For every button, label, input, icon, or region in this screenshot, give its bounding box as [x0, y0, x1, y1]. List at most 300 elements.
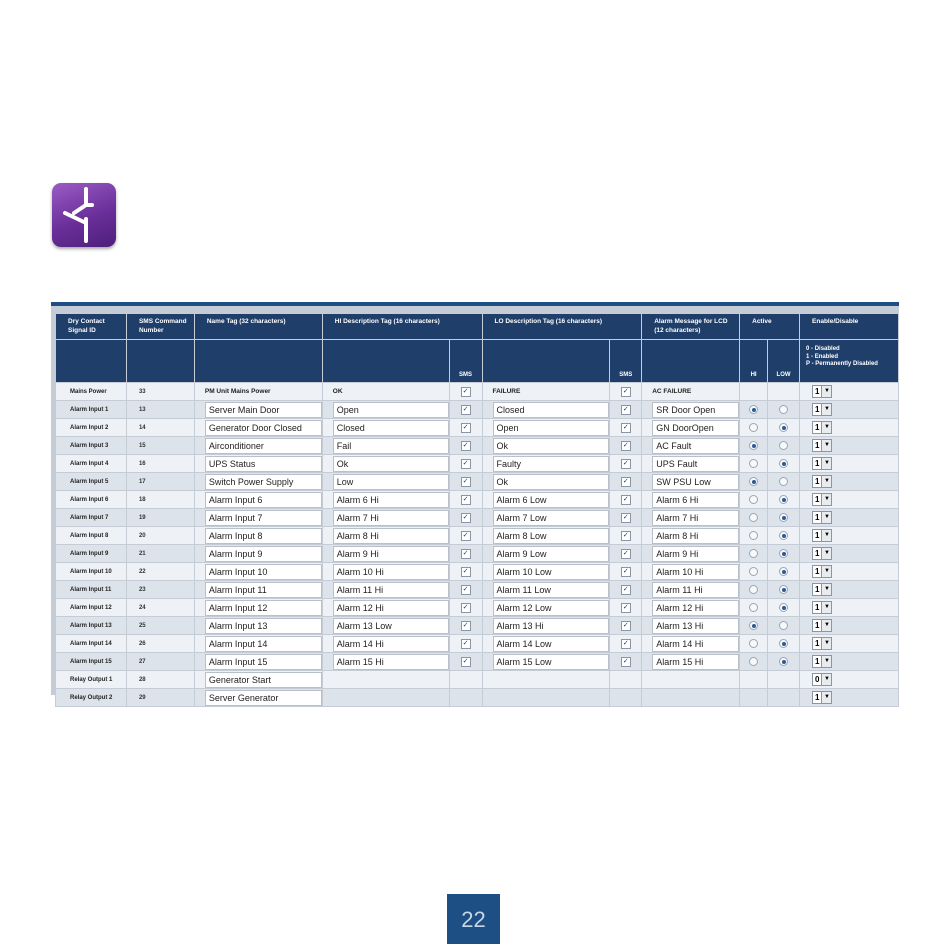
- name-tag-cell: [194, 455, 322, 473]
- name-tag-input[interactable]: Alarm Input 12: [205, 600, 322, 616]
- name-tag-input[interactable]: Alarm Input 10: [205, 564, 322, 580]
- sms-command-cell: 23: [126, 581, 194, 599]
- lo-desc-input[interactable]: Open: [493, 420, 610, 436]
- signal-id-cell: Relay Output 1: [56, 671, 127, 689]
- active-low-radio[interactable]: [779, 567, 788, 576]
- header-spacer: [642, 340, 740, 383]
- sms-hi-checkbox[interactable]: ✓: [461, 513, 471, 523]
- signal-id-cell: Alarm Input 15: [56, 653, 127, 671]
- lo-desc-input[interactable]: Closed: [493, 402, 610, 418]
- alarm-msg-cell: [642, 545, 740, 563]
- alarm-msg-input[interactable]: UPS Fault: [652, 456, 739, 472]
- name-tag-input[interactable]: Generator Door Closed: [205, 420, 322, 436]
- lo-desc-input[interactable]: Alarm 9 Low: [493, 546, 610, 562]
- signal-id-cell: Alarm Input 5: [56, 473, 127, 491]
- hi-desc-input[interactable]: Alarm 15 Hi: [333, 654, 449, 670]
- hi-desc-input[interactable]: Alarm 7 Hi: [333, 510, 449, 526]
- sms-hi-checkbox[interactable]: ✓: [461, 603, 471, 613]
- chevron-down-icon: ▼: [821, 620, 831, 631]
- hi-desc-cell: [322, 599, 449, 617]
- header-sms-command: SMS Command Number: [126, 314, 194, 340]
- hi-desc-input[interactable]: Alarm 8 Hi: [333, 528, 449, 544]
- table-row: [56, 527, 899, 545]
- signal-id-cell: Alarm Input 8: [56, 527, 127, 545]
- sms-hi-cell: [449, 419, 482, 437]
- active-hi-radio[interactable]: [749, 621, 758, 630]
- active-low-radio[interactable]: [779, 621, 788, 630]
- hi-desc-cell: [322, 419, 449, 437]
- name-tag-cell: [194, 563, 322, 581]
- active-low-radio[interactable]: [779, 477, 788, 486]
- active-hi-cell: [740, 581, 768, 599]
- active-hi-radio[interactable]: [749, 549, 758, 558]
- enable-select[interactable]: 1 ▼: [812, 385, 832, 398]
- sms-hi-checkbox[interactable]: ✓: [461, 477, 471, 487]
- lo-desc-cell: [482, 419, 610, 437]
- sms-lo-cell: [610, 599, 642, 617]
- enable-select[interactable]: 1 ▼: [812, 493, 832, 506]
- enable-cell: [800, 671, 899, 689]
- alarm-msg-cell: [642, 455, 740, 473]
- sms-lo-cell: [610, 491, 642, 509]
- chevron-down-icon: ▼: [821, 548, 831, 559]
- hi-desc-input[interactable]: Alarm 13 Low: [333, 618, 449, 634]
- alarm-msg-input[interactable]: Alarm 9 Hi: [652, 546, 739, 562]
- sms-hi-cell: [449, 383, 482, 401]
- name-tag-static: PM Unit Mains Power: [194, 383, 322, 401]
- sms-lo-checkbox[interactable]: ✓: [621, 495, 631, 505]
- lo-desc-cell: [482, 653, 610, 671]
- active-low-cell: [768, 491, 800, 509]
- alarm-msg-input[interactable]: GN DoorOpen: [652, 420, 739, 436]
- sms-command-cell: 16: [126, 455, 194, 473]
- alarm-msg-cell: [642, 617, 740, 635]
- hi-desc-input[interactable]: Alarm 9 Hi: [333, 546, 449, 562]
- signal-id-cell: Alarm Input 7: [56, 509, 127, 527]
- sms-command-cell: 26: [126, 635, 194, 653]
- chevron-down-icon: ▼: [821, 692, 831, 703]
- header-lo-description: LO Description Tag (16 characters): [482, 314, 642, 340]
- name-tag-cell: [194, 527, 322, 545]
- name-tag-input[interactable]: Server Main Door: [205, 402, 322, 418]
- table-row: [56, 689, 899, 707]
- enable-cell: [800, 653, 899, 671]
- sms-hi-checkbox[interactable]: ✓: [461, 585, 471, 595]
- sms-lo-cell: [610, 581, 642, 599]
- enable-cell: [800, 455, 899, 473]
- lo-desc-cell: [482, 491, 610, 509]
- empty-cell: [449, 689, 482, 707]
- name-tag-input[interactable]: Generator Start: [205, 672, 322, 688]
- sms-lo-cell: [610, 383, 642, 401]
- header-enable-disable: Enable/Disable: [800, 314, 899, 340]
- sms-lo-checkbox[interactable]: ✓: [621, 441, 631, 451]
- name-tag-input[interactable]: Alarm Input 11: [205, 582, 322, 598]
- enable-select[interactable]: 1 ▼: [812, 637, 832, 650]
- sms-lo-cell: [610, 437, 642, 455]
- name-tag-cell: [194, 689, 322, 707]
- sms-lo-cell: [610, 545, 642, 563]
- sms-hi-checkbox[interactable]: ✓: [461, 657, 471, 667]
- active-hi-radio[interactable]: [749, 513, 758, 522]
- sms-command-cell: 33: [126, 383, 194, 401]
- hi-desc-cell: [322, 581, 449, 599]
- signal-id-cell: Alarm Input 4: [56, 455, 127, 473]
- hi-desc-cell: [322, 437, 449, 455]
- hi-desc-input[interactable]: Alarm 12 Hi: [333, 600, 449, 616]
- lo-desc-cell: [482, 437, 610, 455]
- active-hi-radio[interactable]: [749, 423, 758, 432]
- signal-id-cell: Relay Output 2: [56, 689, 127, 707]
- hi-desc-input[interactable]: Alarm 6 Hi: [333, 492, 449, 508]
- active-low-cell: [768, 563, 800, 581]
- sms-hi-checkbox[interactable]: ✓: [461, 549, 471, 559]
- name-tag-input[interactable]: Alarm Input 14: [205, 636, 322, 652]
- active-hi-radio[interactable]: [749, 585, 758, 594]
- table-row: [56, 401, 899, 419]
- table-row: [56, 473, 899, 491]
- chevron-down-icon: ▼: [821, 584, 831, 595]
- sms-lo-cell: [610, 653, 642, 671]
- chevron-down-icon: ▼: [821, 386, 831, 397]
- name-tag-input[interactable]: Alarm Input 15: [205, 654, 322, 670]
- lo-desc-input[interactable]: Alarm 7 Low: [493, 510, 610, 526]
- sms-command-cell: 17: [126, 473, 194, 491]
- name-tag-input[interactable]: Alarm Input 8: [205, 528, 322, 544]
- name-tag-input[interactable]: Alarm Input 9: [205, 546, 322, 562]
- enable-select[interactable]: 0 ▼: [812, 673, 832, 686]
- active-hi-cell: [740, 635, 768, 653]
- sms-lo-checkbox[interactable]: ✓: [621, 387, 631, 397]
- active-low-radio[interactable]: [779, 405, 788, 414]
- name-tag-cell: [194, 491, 322, 509]
- enable-select[interactable]: 1 ▼: [812, 601, 832, 614]
- active-low-cell: [768, 473, 800, 491]
- header-spacer: [56, 340, 127, 383]
- name-tag-cell: [194, 617, 322, 635]
- alarm-msg-input[interactable]: Alarm 11 Hi: [652, 582, 739, 598]
- active-hi-radio[interactable]: [749, 567, 758, 576]
- enable-select[interactable]: 1 ▼: [812, 583, 832, 596]
- sms-hi-cell: [449, 527, 482, 545]
- sms-hi-cell: [449, 473, 482, 491]
- name-tag-input[interactable]: UPS Status: [205, 456, 322, 472]
- name-tag-cell: [194, 473, 322, 491]
- enable-cell: [800, 581, 899, 599]
- sms-hi-checkbox[interactable]: ✓: [461, 567, 471, 577]
- active-hi-radio[interactable]: [749, 657, 758, 666]
- lo-desc-input[interactable]: Faulty: [493, 456, 610, 472]
- table-row: [56, 653, 899, 671]
- alarm-msg-cell: [642, 509, 740, 527]
- active-low-radio[interactable]: [779, 495, 788, 504]
- lo-desc-cell: [482, 509, 610, 527]
- lo-desc-cell: [482, 527, 610, 545]
- chevron-down-icon: ▼: [821, 566, 831, 577]
- alarm-msg-input[interactable]: Alarm 12 Hi: [652, 600, 739, 616]
- chevron-down-icon: ▼: [821, 422, 831, 433]
- header-spacer: [482, 340, 610, 383]
- sms-hi-cell: [449, 653, 482, 671]
- enable-select[interactable]: 1 ▼: [812, 457, 832, 470]
- hi-desc-cell: [322, 563, 449, 581]
- enable-select[interactable]: 1 ▼: [812, 547, 832, 560]
- name-tag-input[interactable]: Alarm Input 13: [205, 618, 322, 634]
- alarm-msg-input[interactable]: Alarm 15 Hi: [652, 654, 739, 670]
- enable-cell: [800, 527, 899, 545]
- sms-hi-cell: [449, 599, 482, 617]
- header-sms-lo: SMS: [610, 340, 642, 383]
- hi-desc-input[interactable]: Alarm 10 Hi: [333, 564, 449, 580]
- dry-contact-config-panel: [51, 302, 899, 703]
- empty-cell: [642, 689, 740, 707]
- enable-select[interactable]: 1 ▼: [812, 619, 832, 632]
- alarm-msg-input[interactable]: AC Fault: [652, 438, 739, 454]
- hi-desc-input[interactable]: Fail: [333, 438, 449, 454]
- sms-lo-cell: [610, 419, 642, 437]
- enable-cell: [800, 509, 899, 527]
- active-hi-cell: [740, 563, 768, 581]
- sms-hi-cell: [449, 617, 482, 635]
- lo-desc-input[interactable]: Alarm 6 Low: [493, 492, 610, 508]
- name-tag-input[interactable]: Switch Power Supply: [205, 474, 322, 490]
- hi-desc-input[interactable]: Alarm 11 Hi: [333, 582, 449, 598]
- lo-desc-input[interactable]: Ok: [493, 438, 610, 454]
- hi-desc-input[interactable]: Alarm 14 Hi: [333, 636, 449, 652]
- enable-cell: [800, 491, 899, 509]
- active-hi-radio[interactable]: [749, 477, 758, 486]
- table-row: [56, 509, 899, 527]
- lo-desc-cell: [482, 473, 610, 491]
- alarm-msg-input[interactable]: Alarm 6 Hi: [652, 492, 739, 508]
- sms-lo-checkbox[interactable]: ✓: [621, 549, 631, 559]
- sms-command-cell: 19: [126, 509, 194, 527]
- chevron-down-icon: ▼: [821, 458, 831, 469]
- sms-hi-checkbox[interactable]: ✓: [461, 639, 471, 649]
- alarm-msg-input[interactable]: Alarm 14 Hi: [652, 636, 739, 652]
- active-hi-radio[interactable]: [749, 603, 758, 612]
- lo-desc-cell: [482, 455, 610, 473]
- active-hi-cell: [740, 419, 768, 437]
- dry-contact-switch-icon: [52, 183, 116, 247]
- table-row: [56, 455, 899, 473]
- sms-lo-checkbox[interactable]: ✓: [621, 423, 631, 433]
- active-low-cell: [768, 599, 800, 617]
- active-hi-radio[interactable]: [749, 531, 758, 540]
- active-hi-cell: [740, 545, 768, 563]
- sms-hi-cell: [449, 581, 482, 599]
- hi-desc-cell: [322, 401, 449, 419]
- empty-cell: [610, 689, 642, 707]
- lo-desc-cell: [482, 599, 610, 617]
- alarm-msg-input[interactable]: SR Door Open: [652, 402, 739, 418]
- signal-id-cell: Alarm Input 14: [56, 635, 127, 653]
- enable-select[interactable]: 1 ▼: [812, 529, 832, 542]
- name-tag-cell: [194, 509, 322, 527]
- header-spacer: [126, 340, 194, 383]
- active-hi-radio[interactable]: [749, 441, 758, 450]
- sms-lo-cell: [610, 455, 642, 473]
- sms-hi-checkbox[interactable]: ✓: [461, 387, 471, 397]
- table-row: [56, 545, 899, 563]
- sms-lo-cell: [610, 527, 642, 545]
- active-low-radio[interactable]: [779, 639, 788, 648]
- alarm-msg-input[interactable]: Alarm 13 Hi: [652, 618, 739, 634]
- sms-lo-checkbox[interactable]: ✓: [621, 639, 631, 649]
- active-low-radio[interactable]: [779, 423, 788, 432]
- name-tag-input[interactable]: Server Generator: [205, 690, 322, 706]
- lo-desc-input[interactable]: Alarm 10 Low: [493, 564, 610, 580]
- active-low-radio[interactable]: [779, 657, 788, 666]
- alarm-msg-cell: [642, 599, 740, 617]
- enable-cell: [800, 401, 899, 419]
- header-hi-description: HI Description Tag (16 characters): [322, 314, 482, 340]
- table-row: [56, 671, 899, 689]
- empty-cell: [482, 671, 610, 689]
- enable-select[interactable]: 1 ▼: [812, 421, 832, 434]
- sms-lo-checkbox[interactable]: ✓: [621, 657, 631, 667]
- chevron-down-icon: ▼: [821, 512, 831, 523]
- header-signal-id: Dry Contact Signal ID: [56, 314, 127, 340]
- name-tag-cell: [194, 599, 322, 617]
- active-hi-cell: [740, 509, 768, 527]
- active-low-cell: [768, 635, 800, 653]
- name-tag-cell: [194, 653, 322, 671]
- signal-id-cell: Alarm Input 10: [56, 563, 127, 581]
- lo-desc-input[interactable]: Alarm 14 Low: [493, 636, 610, 652]
- hi-desc-input[interactable]: Low: [333, 474, 449, 490]
- sms-lo-cell: [610, 509, 642, 527]
- lo-desc-input[interactable]: Ok: [493, 474, 610, 490]
- name-tag-cell: [194, 671, 322, 689]
- alarm-msg-cell: [642, 401, 740, 419]
- table-row: [56, 419, 899, 437]
- sms-lo-checkbox[interactable]: ✓: [621, 513, 631, 523]
- signal-id-cell: Alarm Input 1: [56, 401, 127, 419]
- sms-command-cell: 27: [126, 653, 194, 671]
- sms-lo-checkbox[interactable]: ✓: [621, 477, 631, 487]
- sms-command-cell: 20: [126, 527, 194, 545]
- sms-lo-cell: [610, 635, 642, 653]
- signal-id-cell: Alarm Input 6: [56, 491, 127, 509]
- table-row: [56, 581, 899, 599]
- sms-lo-checkbox[interactable]: ✓: [621, 621, 631, 631]
- enable-select[interactable]: 1 ▼: [812, 511, 832, 524]
- header-active: Active: [740, 314, 800, 340]
- sms-command-cell: 25: [126, 617, 194, 635]
- sms-command-cell: 14: [126, 419, 194, 437]
- active-hi-cell: [740, 455, 768, 473]
- sms-hi-checkbox[interactable]: ✓: [461, 495, 471, 505]
- lo-desc-input[interactable]: Alarm 15 Low: [493, 654, 610, 670]
- active-low-cell: [768, 509, 800, 527]
- alarm-msg-cell: [642, 635, 740, 653]
- sms-hi-cell: [449, 491, 482, 509]
- sms-lo-checkbox[interactable]: ✓: [621, 531, 631, 541]
- empty-cell: [449, 671, 482, 689]
- lo-desc-input[interactable]: Alarm 13 Hi: [493, 618, 610, 634]
- hi-desc-input[interactable]: Open: [333, 402, 449, 418]
- hi-desc-cell: [322, 527, 449, 545]
- name-tag-input[interactable]: Alarm Input 7: [205, 510, 322, 526]
- alarm-msg-input[interactable]: Alarm 10 Hi: [652, 564, 739, 580]
- lo-desc-input[interactable]: Alarm 11 Low: [493, 582, 610, 598]
- alarm-msg-input[interactable]: Alarm 8 Hi: [652, 528, 739, 544]
- lo-desc-input[interactable]: Alarm 8 Low: [493, 528, 610, 544]
- enable-select[interactable]: 1 ▼: [812, 655, 832, 668]
- sms-lo-checkbox[interactable]: ✓: [621, 405, 631, 415]
- active-hi-radio[interactable]: [749, 459, 758, 468]
- chevron-down-icon: ▼: [821, 674, 831, 685]
- empty-cell: [768, 689, 800, 707]
- active-low-radio[interactable]: [779, 603, 788, 612]
- sms-lo-checkbox[interactable]: ✓: [621, 585, 631, 595]
- enable-select[interactable]: 1 ▼: [812, 691, 832, 704]
- sms-lo-checkbox[interactable]: ✓: [621, 567, 631, 577]
- active-low-cell: [768, 617, 800, 635]
- active-low-cell: [768, 527, 800, 545]
- enable-cell: [800, 563, 899, 581]
- enable-select[interactable]: 1 ▼: [812, 565, 832, 578]
- header-sms-hi: SMS: [449, 340, 482, 383]
- active-hi-cell: [740, 383, 768, 401]
- sms-command-cell: 21: [126, 545, 194, 563]
- sms-hi-checkbox[interactable]: ✓: [461, 405, 471, 415]
- sms-hi-checkbox[interactable]: ✓: [461, 423, 471, 433]
- alarm-msg-input[interactable]: SW PSU Low: [652, 474, 739, 490]
- active-hi-cell: [740, 401, 768, 419]
- active-low-radio[interactable]: [779, 459, 788, 468]
- active-low-radio[interactable]: [779, 441, 788, 450]
- active-low-radio[interactable]: [779, 585, 788, 594]
- hi-desc-input[interactable]: Ok: [333, 456, 449, 472]
- lo-desc-cell: [482, 635, 610, 653]
- lo-desc-input[interactable]: Alarm 12 Low: [493, 600, 610, 616]
- active-hi-radio[interactable]: [749, 405, 758, 414]
- enable-select[interactable]: 1 ▼: [812, 403, 832, 416]
- hi-desc-cell: [322, 473, 449, 491]
- sms-hi-checkbox[interactable]: ✓: [461, 441, 471, 451]
- active-low-radio[interactable]: [779, 531, 788, 540]
- signal-id-cell: Mains Power: [56, 383, 127, 401]
- table-row: [56, 635, 899, 653]
- signal-id-cell: Alarm Input 2: [56, 419, 127, 437]
- enable-cell: [800, 473, 899, 491]
- active-hi-radio[interactable]: [749, 495, 758, 504]
- empty-cell: [610, 671, 642, 689]
- header-name-tag: Name Tag (32 characters): [194, 314, 322, 340]
- lo-desc-static: FAILURE: [482, 383, 610, 401]
- active-hi-cell: [740, 491, 768, 509]
- sms-hi-checkbox[interactable]: ✓: [461, 621, 471, 631]
- sms-hi-checkbox[interactable]: ✓: [461, 459, 471, 469]
- enable-cell: [800, 689, 899, 707]
- alarm-msg-cell: [642, 419, 740, 437]
- alarm-msg-input[interactable]: Alarm 7 Hi: [652, 510, 739, 526]
- name-tag-input[interactable]: Alarm Input 6: [205, 492, 322, 508]
- sms-hi-checkbox[interactable]: ✓: [461, 531, 471, 541]
- enable-select[interactable]: 1 ▼: [812, 439, 832, 452]
- active-hi-radio[interactable]: [749, 639, 758, 648]
- active-low-radio[interactable]: [779, 549, 788, 558]
- name-tag-input[interactable]: Airconditioner: [205, 438, 322, 454]
- sms-lo-checkbox[interactable]: ✓: [621, 603, 631, 613]
- hi-desc-input[interactable]: Closed: [333, 420, 449, 436]
- sms-lo-checkbox[interactable]: ✓: [621, 459, 631, 469]
- active-low-radio[interactable]: [779, 513, 788, 522]
- enable-select[interactable]: 1 ▼: [812, 475, 832, 488]
- signal-id-cell: Alarm Input 9: [56, 545, 127, 563]
